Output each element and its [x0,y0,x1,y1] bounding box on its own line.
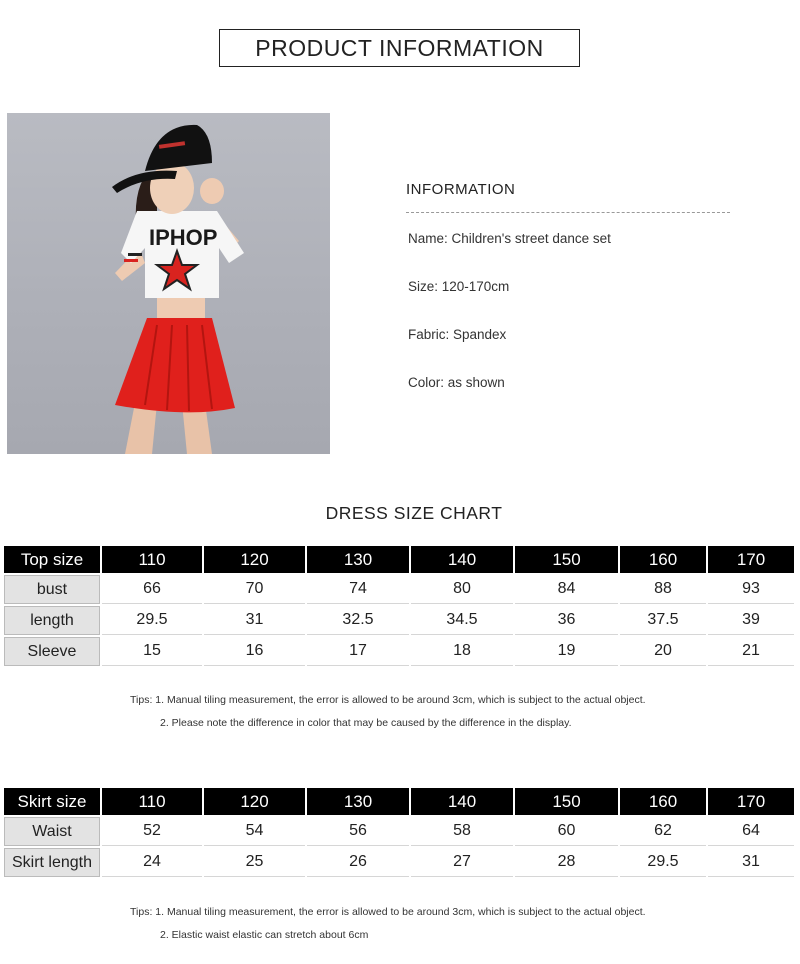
table-cell: 88 [620,575,706,604]
table-cell: 62 [620,817,706,846]
table-cell: 31 [708,848,794,877]
table-cell: 28 [515,848,618,877]
model-illustration [7,113,330,454]
table-header-row [4,546,794,573]
table-cell: 32.5 [307,606,409,635]
table-cell: 60 [515,817,618,846]
table-cell: 170 [708,788,794,815]
table-cell: 130 [307,788,409,815]
table-cell: 170 [708,546,794,573]
table-cell: 120 [204,546,305,573]
table-cell: 130 [307,546,409,573]
table-cell: 24 [102,848,202,877]
table-cell: Sleeve [4,637,100,666]
table-cell: 54 [204,817,305,846]
table-cell: 56 [307,817,409,846]
table-cell: 160 [620,788,706,815]
table-cell: 52 [102,817,202,846]
tip-line: Tips: 1. Manual tiling measurement, the error is allowed to be around 3cm, which is subject to the actual object. [130,906,646,918]
table-cell: 66 [102,575,202,604]
table-cell: 160 [620,546,706,573]
table-cell: 15 [102,637,202,666]
face-shape [150,162,194,214]
table-cell: 20 [620,637,706,666]
table-cell: 37.5 [620,606,706,635]
info-color: Color: as shown [408,375,505,390]
table-cell: 19 [515,637,618,666]
table-cell: Skirt size [4,788,100,815]
table-row [4,637,794,666]
table-cell: 18 [411,637,513,666]
info-fabric: Fabric: Spandex [408,327,507,342]
table-cell: 25 [204,848,305,877]
table-cell: 70 [204,575,305,604]
table-cell: Waist [4,817,100,846]
table-cell: 74 [307,575,409,604]
skirt-size-table [2,786,796,879]
table-cell: 16 [204,637,305,666]
table-row [4,848,794,877]
table-cell: 110 [102,546,202,573]
table-cell: length [4,606,100,635]
table-row [4,575,794,604]
table-cell: Skirt length [4,848,100,877]
table-cell: 17 [307,637,409,666]
top-size-table [2,544,796,668]
tip-line: 2. Elastic waist elastic can stretch about 6cm [160,929,369,941]
product-photo [7,113,330,454]
table-cell: 26 [307,848,409,877]
table-cell: 150 [515,788,618,815]
table-cell: 27 [411,848,513,877]
left-leg-shape [125,403,157,454]
table-cell: 140 [411,788,513,815]
cap-icon [145,125,212,171]
info-panel [406,180,730,407]
table-cell: 120 [204,788,305,815]
info-divider [406,212,730,213]
table-cell: 29.5 [102,606,202,635]
table-cell: 21 [708,637,794,666]
table-cell: 80 [411,575,513,604]
table-cell: 84 [515,575,618,604]
table-cell: 64 [708,817,794,846]
skirt-size-tips [130,901,646,947]
table-cell: 93 [708,575,794,604]
table-cell: 110 [102,788,202,815]
table-cell: 58 [411,817,513,846]
skirt-shape [115,318,235,412]
table-cell: 34.5 [411,606,513,635]
table-cell: bust [4,575,100,604]
table-cell: 150 [515,546,618,573]
info-size: Size: 120-170cm [408,279,510,294]
table-cell: 31 [204,606,305,635]
table-header-row [4,788,794,815]
table-cell: 36 [515,606,618,635]
sleeve-stripe [128,253,142,256]
table-cell: 29.5 [620,848,706,877]
table-cell: 140 [411,546,513,573]
shirt-print: IPHOP [149,225,218,250]
table-cell: 39 [708,606,794,635]
sleeve-stripe-red [124,259,138,262]
page-title: PRODUCT INFORMATION [219,29,580,67]
tip-line: 2. Please note the difference in color that may be caused by the difference in the display. [160,717,572,729]
info-title: INFORMATION [406,181,516,198]
table-cell: Top size [4,546,100,573]
tip-line: Tips: 1. Manual tiling measurement, the error is allowed to be around 3cm, which is subject to the actual object. [130,694,646,706]
hand-shape [200,178,224,204]
top-size-tips [130,689,646,735]
info-name: Name: Children's street dance set [408,231,611,246]
size-chart-title: DRESS SIZE CHART [325,503,503,523]
table-row [4,606,794,635]
table-row [4,817,794,846]
